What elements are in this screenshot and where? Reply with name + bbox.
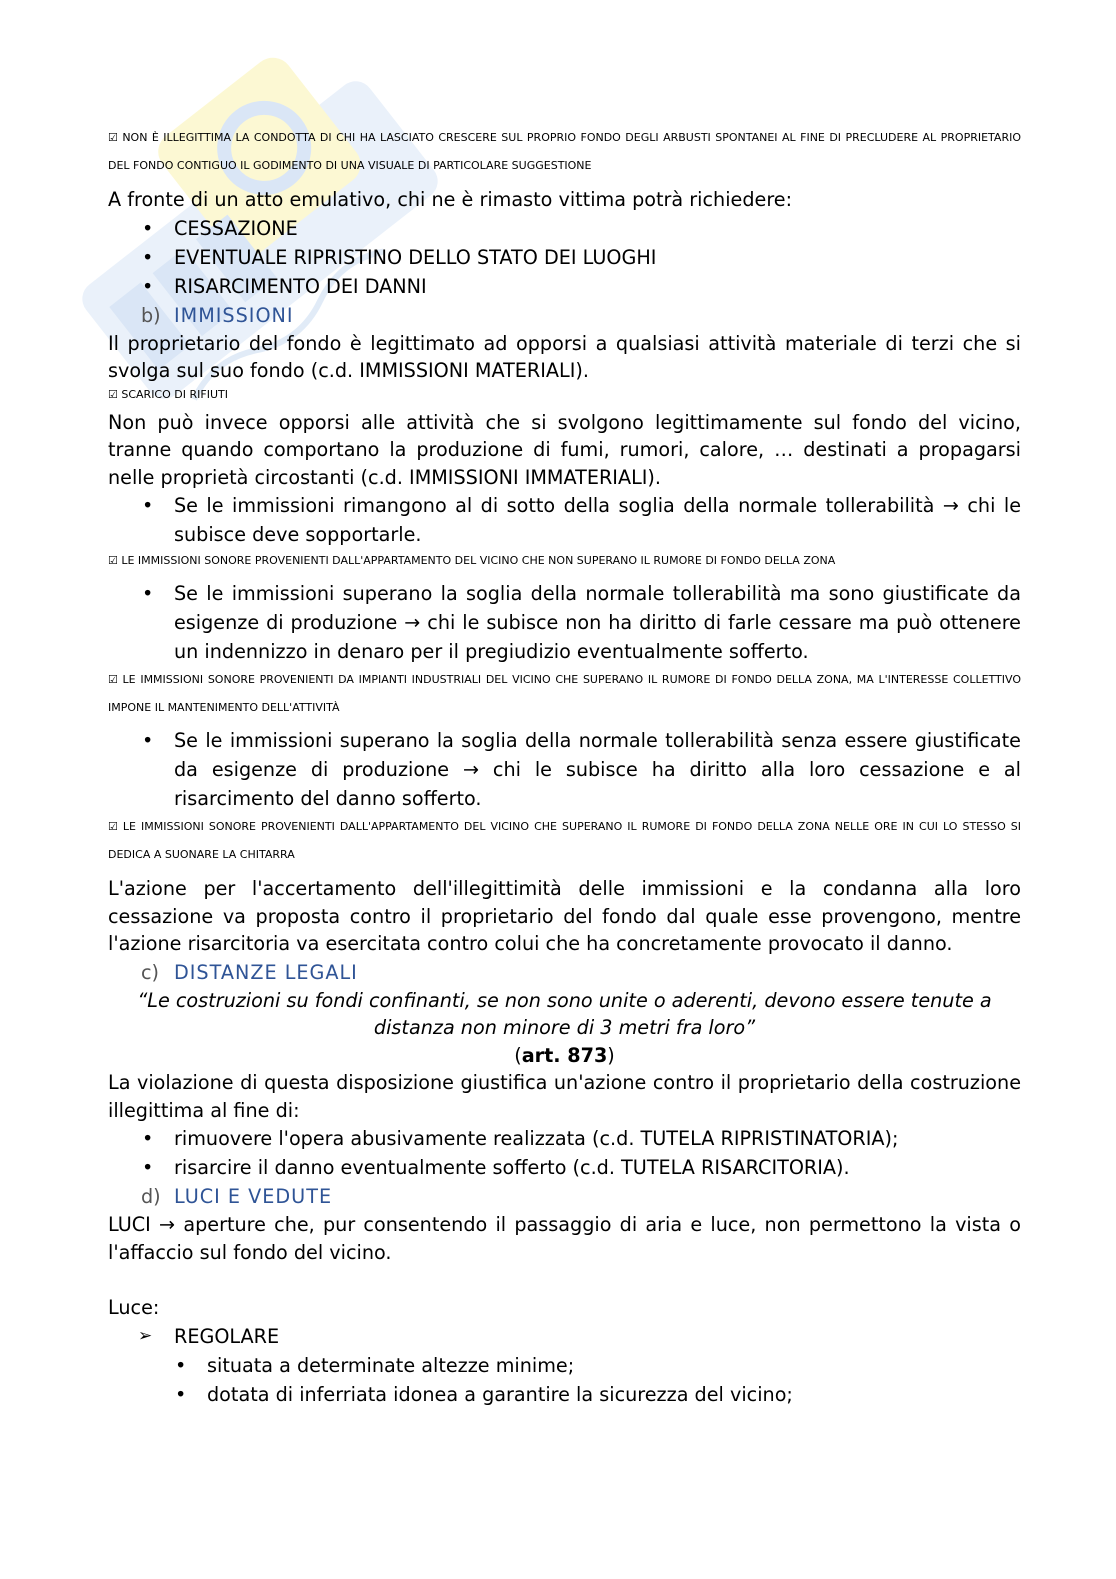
luci-definition: LUCI → aperture che, pur consentendo il passaggio di aria e luce, non permettono la vista o l'affaccio sul fondo del vicino. [108,1213,1021,1264]
list-item: • dotata di inferriata idonea a garantire la sicurezza del vicino; [108,1380,1021,1409]
list-item: • CESSAZIONE [108,214,1021,243]
emulativo-intro: A fronte di un atto emulativo, chi ne è rimasto vittima potrà richiedere: [108,188,793,211]
distanze-paragraph: La violazione di questa disposizione giustifica un'azione contro il proprietario della costruzione illegittima al fine di: [108,1071,1021,1122]
section-heading-immissioni: b) IMMISSIONI [141,303,294,327]
document-page [108,124,1021,1409]
list-item: • EVENTUALE RIPRISTINO DELLO STATO DEI LUOGHI [108,243,1021,272]
list-item: • Se le immissioni superano la soglia della normale tollerabilità senza essere giustificate da esigenze di produzione → chi le subisce ha diritto alla loro cessazione e al risarcimento del danno sofferto. [108,726,1021,813]
list-item: • RISARCIMENTO DEI DANNI [108,272,1021,301]
list-item: • situata a determinate altezze minime; [108,1351,1021,1380]
example-note: ☑ LE IMMISSIONI SONORE PROVENIENTI DALL'APPARTAMENTO DEL VICINO CHE SUPERANO IL RUMORE DI FONDO DELLA ZONA NELLE ORE IN CUI LO STESSO SI DEDICA A SUONARE LA CHITARRA [108,820,1021,861]
list-item: • Se le immissioni superano la soglia della normale tollerabilità ma sono giustificate da esigenze di produzione → chi le subisce non ha diritto di farle cessare ma può ottenere un indennizzo in denaro per il pregiudizio eventualmente sofferto. [108,579,1021,666]
immissioni-paragraph-1: Il proprietario del fondo è legittimato ad opporsi a qualsiasi attività materiale di terzi che si svolga sul suo fondo (c.d. IMMISSIONI MATERIALI). [108,331,1021,382]
emulativo-list [108,214,1021,301]
legal-quote: “Le costruzioni su fondi confinanti, se non sono unite o aderenti, devono essere tenute a distanza non minore di 3 metri fra loro” [137,988,992,1039]
immissioni-paragraph-2: Non può invece opporsi alle attività che si svolgono legittimamente sul fondo del vicino, tranne quando comportano la produzione di fumi, rumori, calore, … destinati a propagarsi nelle proprietà circostanti (c.d. IMMISSIONI IMMATERIALI). [108,410,1021,489]
citation: (art. 873) [514,1043,615,1067]
luce-types [108,1322,1021,1351]
list-item: • Se le immissioni rimangono al di sotto della soglia della normale tollerabilità → chi le subisce deve sopportarle. [108,491,1021,549]
immissioni-cases [108,726,1021,813]
azione-paragraph: L'azione per l'accertamento dell'illegittimità delle immissioni e la condanna alla loro cessazione va proposta contro il proprietario del fondo dal quale esse provengono, mentre l'azione risarcitoria va esercitata contro colui che ha concretamente provocato il danno. [108,877,1021,955]
list-item: • risarcire il danno eventualmente sofferto (c.d. TUTELA RISARCITORIA). [108,1153,1021,1182]
immissioni-cases [108,579,1021,666]
list-item: • rimuovere l'opera abusivamente realizzata (c.d. TUTELA RIPRISTINATORIA); [108,1124,1021,1153]
section-heading-luci: d) LUCI E VEDUTE [141,1185,333,1208]
example-note: ☑ SCARICO DI RIFIUTI [108,387,228,401]
luce-label: Luce: [108,1296,160,1319]
regolare-list [108,1351,1021,1409]
example-note: ☑ LE IMMISSIONI SONORE PROVENIENTI DA IMPIANTI INDUSTRIALI DEL VICINO CHE SUPERANO IL RUMORE DI FONDO DELLA ZONA, MA L'INTERESSE COLLETTIVO IMPONE IL MANTENIMENTO DELL'ATTIVITÀ [108,673,1021,714]
example-note: ☑ NON È ILLEGITTIMA LA CONDOTTA DI CHI HA LASCIATO CRESCERE SUL PROPRIO FONDO DEGLI ARBUSTI SPONTANEI AL FINE DI PRECLUDERE AL PROPRIETARIO DEL FONDO CONTIGUO IL GODIMENTO DI UNA VISUALE DI PARTICOLARE SUGGESTIONE [108,131,1021,172]
section-heading-distanze: c) DISTANZE LEGALI [141,960,358,984]
immissioni-cases [108,491,1021,549]
distanze-list [108,1124,1021,1182]
list-item: ➢ REGOLARE [108,1322,1021,1351]
example-note: ☑ LE IMMISSIONI SONORE PROVENIENTI DALL'APPARTAMENTO DEL VICINO CHE NON SUPERANO IL RUMORE DI FONDO DELLA ZONA [108,554,836,567]
